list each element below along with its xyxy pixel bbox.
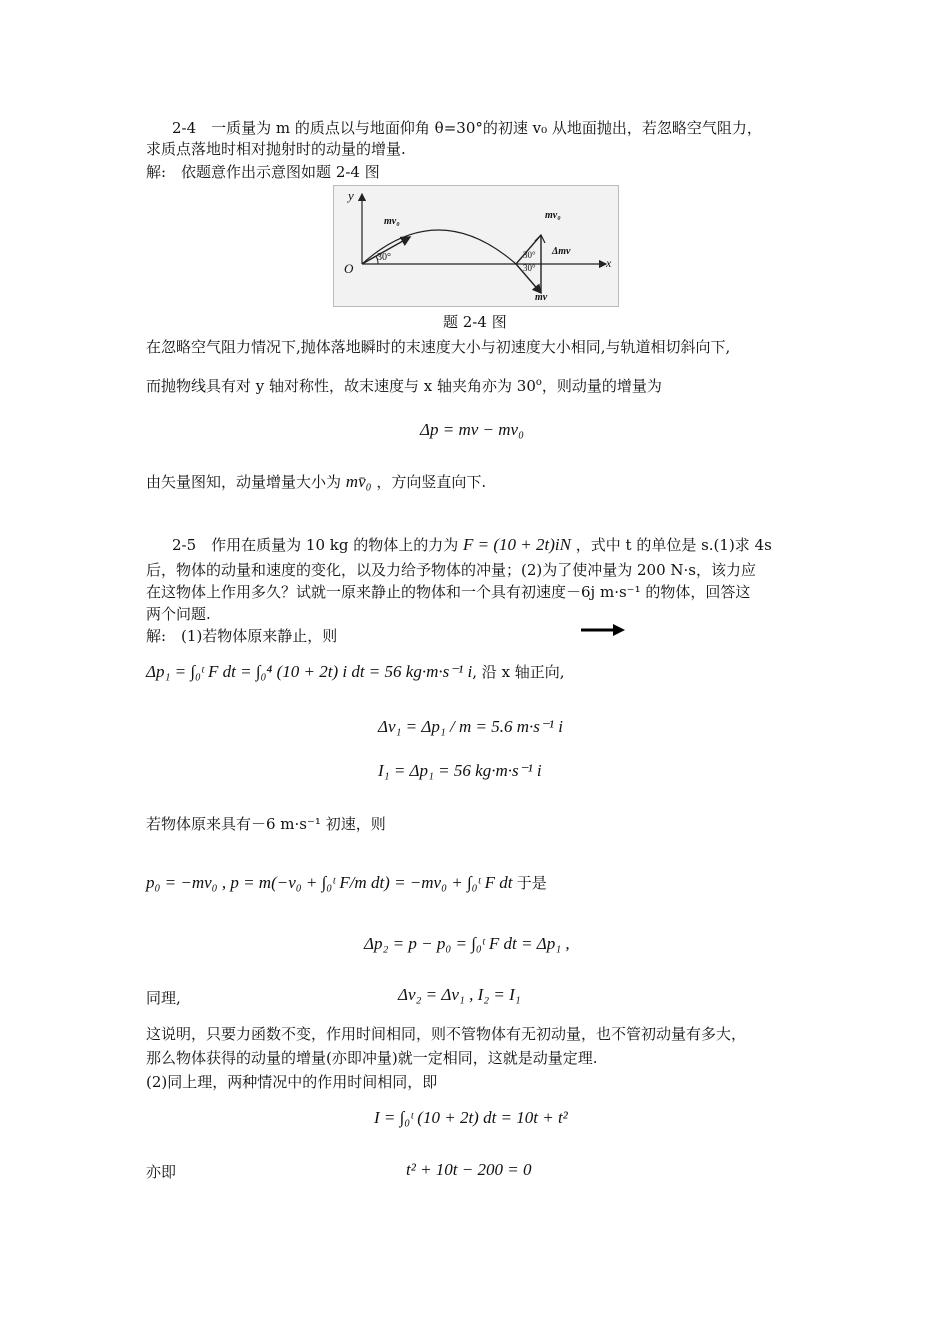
problem-2-5-line3: 在这物体上作用多久？试就一原来静止的物体和一个具有初速度－6j m·s⁻¹ 的物体，回答这 <box>146 583 751 601</box>
equation-p0-tail: 于是 <box>516 874 547 892</box>
mv0-label-left: mv₀ <box>384 216 400 227</box>
equation-delta-p: Δp = mv − mv₀ <box>420 420 524 439</box>
problem-2-5-tail: ，式中 t 的单位是 s.(1)求 4s <box>575 536 772 554</box>
problem-2-4-line1: 2-4 一质量为 m 的质点以与地面仰角 θ=30°的初速 v₀ 从地面抛出，若忽略空气阻力， <box>172 119 762 137</box>
equation-same: Δv₂ = Δv₁ , I₂ = I₁ <box>398 985 521 1004</box>
equation-delta-p1 <box>146 662 565 682</box>
equation-delta-p1-body: Δp₁ = ∫₀ᵗ F dt = ∫₀⁴ (10 + 2t) i dt = 56 kg·m·s⁻¹ i <box>146 662 473 681</box>
same-reasoning-label: 同理, <box>146 989 181 1007</box>
paragraph-2 <box>146 373 662 396</box>
arrow-right-icon <box>579 622 627 638</box>
equation-p0-body: p₀ = −mv₀ , p = m(−v₀ + ∫₀ᵗ F/m dt) = −mv₀ + ∫₀ᵗ F dt <box>146 873 513 892</box>
paragraph-1: 在忽略空气阻力情况下,抛体落地瞬时的末速度大小与初速度大小相同,与轨道相切斜向下, <box>146 338 731 356</box>
figure-2-4 <box>333 185 619 307</box>
solution-part-1: 解: (1)若物体原来静止，则 <box>146 627 338 645</box>
equation-p0 <box>146 873 547 893</box>
force-expression: F = (10 + 2t)iN <box>463 535 571 554</box>
figure-caption: 题 2-4 图 <box>443 313 507 331</box>
paragraph-2-text: 而抛物线具有对 y 轴对称性，故末速度与 x 轴夹角亦为 30 <box>146 377 536 395</box>
angle-label-upper: 30° <box>523 250 536 260</box>
origin-label: O <box>344 261 354 276</box>
problem-2-5-text: 2-5 作用在质量为 10 kg 的物体上的力为 <box>172 536 459 554</box>
problem-2-5-line2: 后，物体的动量和速度的变化，以及力给予物体的冲量；(2)为了使冲量为 200 N·s，该力应 <box>146 561 757 579</box>
solution-intro: 解: 依题意作出示意图如题 2-4 图 <box>146 163 380 181</box>
equation-quadratic: t² + 10t − 200 = 0 <box>406 1160 532 1179</box>
angle-label-lower: 30° <box>523 263 536 273</box>
mv-label: mv <box>535 292 548 303</box>
delta-mv-label: Δmv <box>552 246 571 257</box>
paragraph-theorem-a: 这说明，只要力函数不变，作用时间相同，则不管物体有无初动量，也不管初动量有多大， <box>146 1025 747 1043</box>
initial-velocity-line: 若物体原来具有－6 m·s⁻¹ 初速，则 <box>146 815 386 833</box>
degree-mark: o <box>535 377 542 388</box>
solution-part-2: (2)同上理，两种情况中的作用时间相同，即 <box>146 1073 438 1091</box>
x-axis-label: x <box>606 256 612 270</box>
equation-delta-p2: Δp₂ = p − p₀ = ∫₀ᵗ F dt = Δp₁ , <box>364 934 570 953</box>
equation-impulse-1: I₁ = Δp₁ = 56 kg·m·s⁻¹ i <box>378 761 542 780</box>
mv0-label-right: mv₀ <box>545 210 561 221</box>
paragraph-3-tail: ，方向竖直向下. <box>376 473 487 491</box>
paragraph-3 <box>146 472 486 492</box>
problem-2-5-line4: 两个问题. <box>146 605 211 623</box>
projectile-diagram <box>334 186 618 306</box>
paragraph-3-text: 由矢量图知，动量增量大小为 <box>146 473 342 491</box>
equation-delta-p1-tail: , 沿 x 轴正向, <box>472 663 565 681</box>
equation-impulse: I = ∫₀ᵗ (10 + 2t) dt = 10t + t² <box>374 1108 568 1127</box>
equation-delta-v1: Δv₁ = Δp₁ / m = 5.6 m·s⁻¹ i <box>378 717 563 736</box>
also-label: 亦即 <box>146 1163 177 1181</box>
paragraph-theorem-b: 那么物体获得的动量的增量(亦即冲量)就一定相同，这就是动量定理. <box>146 1049 598 1067</box>
mv0-arrowhead <box>535 235 545 243</box>
y-axis-label: y <box>348 188 354 203</box>
paragraph-2-tail: ，则动量的增量为 <box>541 377 662 395</box>
angle-label-origin: 30° <box>377 252 391 263</box>
problem-2-5-line1 <box>172 535 772 555</box>
problem-2-4-line2: 求质点落地时相对抛射时的动量的增量. <box>146 140 406 158</box>
paragraph-3-math: mv̄₀ <box>345 472 372 491</box>
